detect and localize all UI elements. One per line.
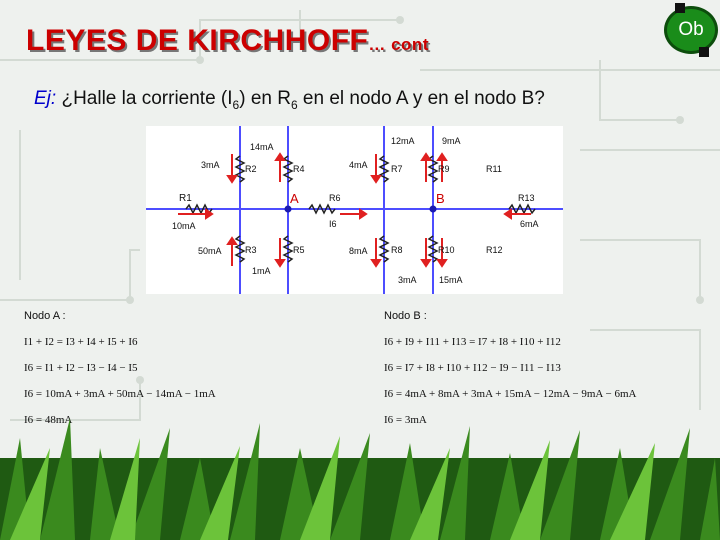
resistor-r12: R12 [486,245,503,255]
resistor-r1: R1 [179,193,192,204]
node-b-label: B [436,191,445,206]
nodo-a-eq-3: I6 = 10mA + 3mA + 50mA − 14mA − 1mA [24,388,216,400]
grass-decoration [0,418,720,540]
nodo-b-eq-3: I6 = 4mA + 8mA + 3mA + 15mA − 12mA − 9mA − 6mA [384,388,637,400]
node-a-dot [285,206,292,213]
current-r5: 1mA [252,266,271,276]
nodo-a-heading: Nodo A : [24,310,66,322]
nodo-b-eq-4: I6 = 3mA [384,414,427,426]
resistor-r11: R11 [486,164,502,174]
page-title [26,24,429,58]
resistor-r2: R2 [245,164,257,174]
current-r6: I6 [329,219,337,229]
nodo-a-eq-2: I6 = I1 + I2 − I3 − I4 − I5 [24,362,138,374]
logo [664,6,718,54]
current-r3: 50mA [198,246,222,256]
nodo-b-eq-1: I6 + I9 + I11 + I13 = I7 + I8 + I10 + I12 [384,336,561,348]
logo-text: Ob [678,19,704,40]
question-sub-2: 6 [290,97,298,112]
resistor-r4: R4 [293,164,305,174]
nodo-a-eq-1: I1 + I2 = I3 + I4 + I5 + I6 [24,336,138,348]
circuit-diagram [146,126,563,294]
title-main: LEYES DE KIRCHHOFF [26,24,369,57]
resistor-r13: R13 [518,193,535,203]
resistor-r10: R10 [438,245,455,255]
nodo-b-heading: Nodo B : [384,310,427,322]
question-part-2: ) en R [239,88,291,109]
question-sub-1: 6 [232,97,240,112]
current-r13: 6mA [520,219,539,229]
resistor-r5: R5 [293,245,305,255]
current-r2: 3mA [201,160,220,170]
current-r7: 4mA [349,160,368,170]
title-suffix: … cont [368,35,429,54]
current-r10: 15mA [439,275,463,285]
nodo-b-eq-2: I6 = I7 + I8 + I10 + I12 − I9 − I11 − I13 [384,362,561,374]
node-b-dot [430,206,437,213]
node-a-label: A [290,191,299,206]
resistor-r3: R3 [245,245,257,255]
resistor-r9: R9 [438,164,450,174]
resistor-r7: R7 [391,164,403,174]
current-r4: 14mA [250,142,274,152]
current-r9: 9mA [442,136,461,146]
current-r1: 10mA [172,221,196,231]
resistor-r6: R6 [329,193,341,203]
question-prefix: Ej: [34,88,57,109]
nodo-a-eq-4: I6 = 48mA [24,414,73,426]
current-r12: 3mA [398,275,417,285]
resistor-r8: R8 [391,245,403,255]
current-r8: 8mA [349,246,368,256]
question-text [34,86,694,118]
question-part-1: ¿Halle la corriente (I [61,88,233,109]
question-part-3: en el nodo A y en el nodo B? [297,88,545,109]
current-r11: 12mA [391,136,415,146]
